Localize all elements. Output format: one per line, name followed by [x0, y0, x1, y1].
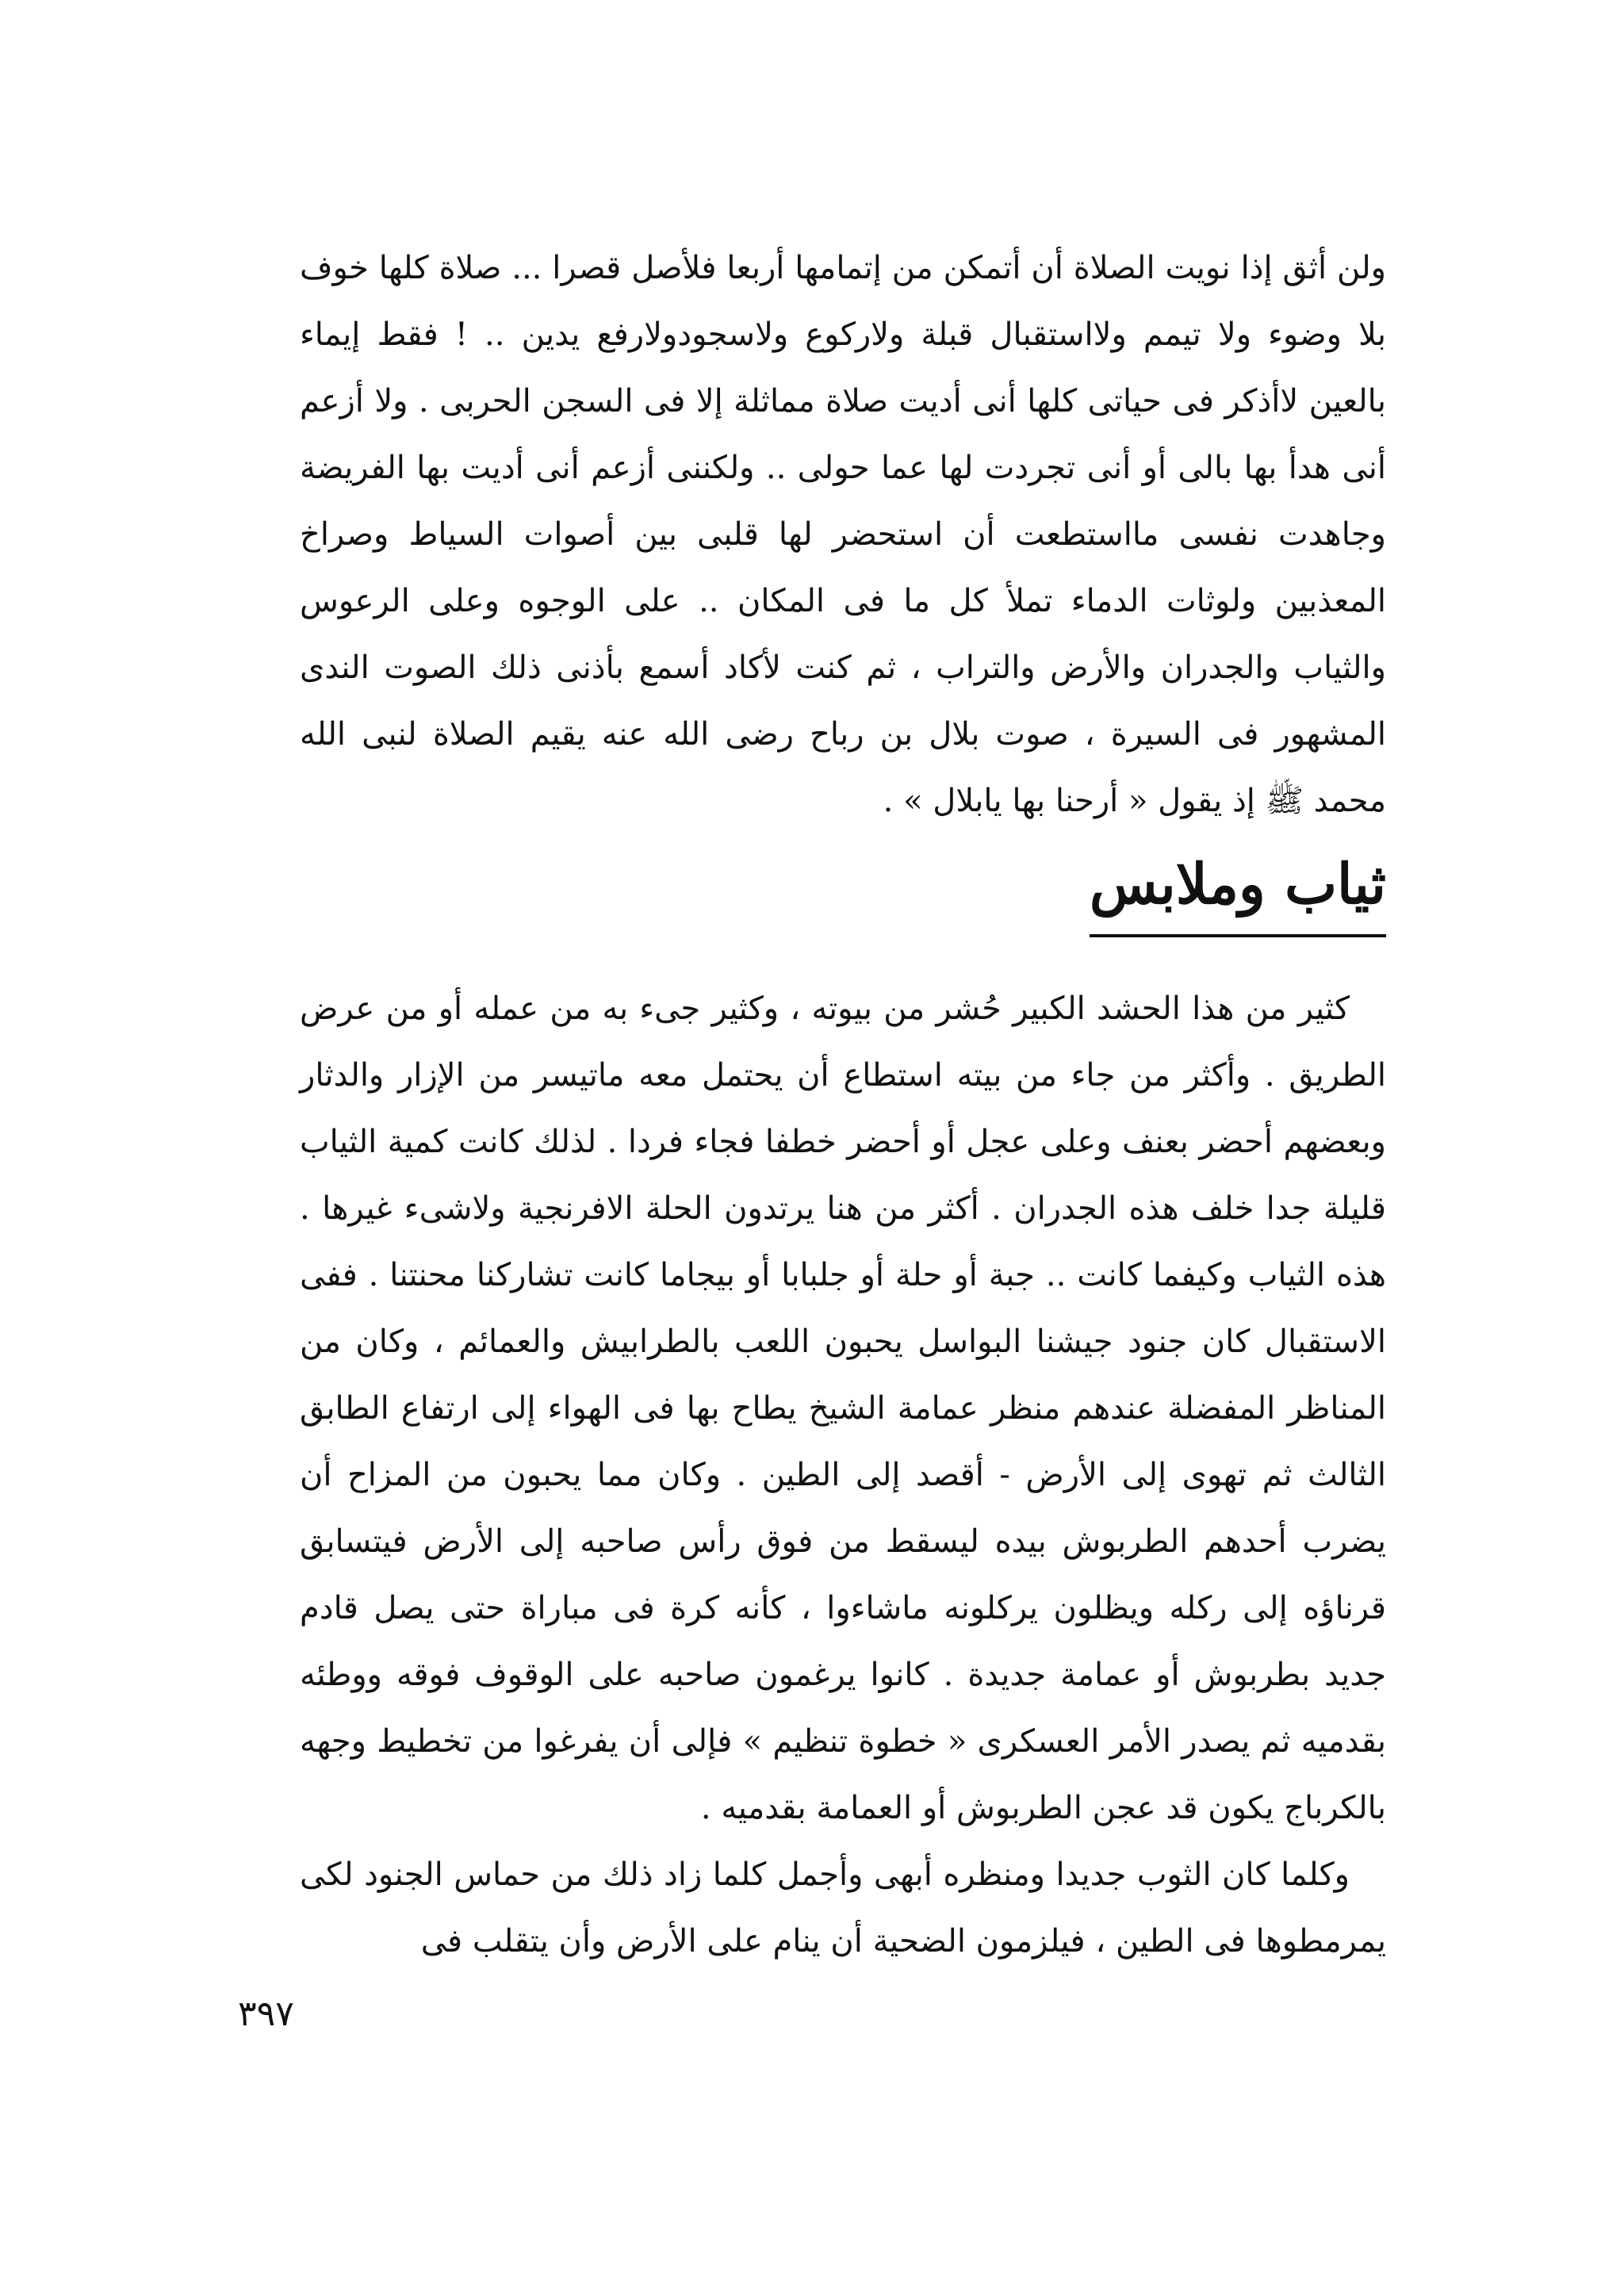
- section-heading: ثياب وملابس: [1090, 841, 1386, 937]
- paragraph-new-clothes: وكلما كان الثوب جديدا ومنظره أبهى وأجمل كلما زاد ذلك من حماس الجنود لكى يمرمطوها فى الطين ، فيلزمون الضحية أن ينام على الأرض وأن يتقلب فى: [300, 1856, 1386, 1960]
- page-number: ٣٩٧: [238, 1994, 294, 2034]
- paragraph-clothes: كثير من هذا الحشد الكبير حُشر من بيوته ، وكثير جىء به من عمله أو من عرض الطريق . وأكثر من جاء من بيته استطاع أن يحتمل معه ماتيسر من الإزار والدثار وبعضهم أحضر بعنف وعلى عجل أو أحضر خطفا فجاء فردا . لذلك كانت كمية الثياب قليلة جدا خلف هذه الجدران . أكثر من هنا يرتدون الحلة الافرنجية ولاشىء غيرها . هذه الثياب وكيفما كانت .. جبة أو حلة أو جلبابا أو بيجاما كانت تشاركنا محنتنا . ففى الاستقبال كان جنود جيشنا البواسل يحبون اللعب بالطرابيش والعمائم ، وكان من المناظر المفضلة عندهم منظر عمامة الشيخ يطاح بها فى الهواء إلى ارتفاع الطابق الثالث ثم تهوى إلى الأرض - أقصد إلى الطين . وكان مما يحبون من المزاح أن يضرب أحدهم الطربوش بيده ليسقط من فوق رأس صاحبه إلى الأرض فيتسابق قرناؤه إلى ركله ويظلون يركلونه ماشاءوا ، كأنه كرة فى مباراة حتى يصل قادم جديد بطربوش أو عمامة جديدة . كانوا يرغمون صاحبه على الوقوف فوقه ووطئه بقدميه ثم يصدر الأمر العسكرى « خطوة تنظيم » فإلى أن يفرغوا من تخطيط وجهه بالكرباج يكون قد عجن الطربوش أو العمامة بقدميه .: [300, 990, 1387, 1826]
- top-text-block: [300, 235, 1386, 834]
- paragraph-prayer: ولن أثق إذا نويت الصلاة أن أتمكن من إتمامها أربعا فلأصل قصرا ... صلاة كلها خوف بلا وضوء ولا تيمم ولااستقبال قبلة ولاركوع ولاسجودولارفع يدين .. ! فقط إيماء بالعين لاأذكر فى حياتى كلها أنى أديت صلاة مماثلة إلا فى السجن الحربى . ولا أزعم أنى هدأ بها بالى أو أنى تجردت لها عما حولى .. ولكننى أزعم أنى أديت بها الفريضة وجاهدت نفسى مااستطعت أن استحضر لها قلبى بين أصوات السياط وصراخ المعذبين ولوثات الدماء تملأ كل ما فى المكان .. على الوجوه وعلى الرعوس والثياب والجدران والأرض والتراب ، ثم كنت لأكاد أسمع بأذنى ذلك الصوت الندى المشهور فى السيرة ، صوت بلال بن رباح رضى الله عنه يقيم الصلاة لنبى الله محمد ﷺ إذ يقول « أرحنا بها يابلال » .: [300, 250, 1386, 819]
- bottom-text-block: [300, 975, 1386, 1975]
